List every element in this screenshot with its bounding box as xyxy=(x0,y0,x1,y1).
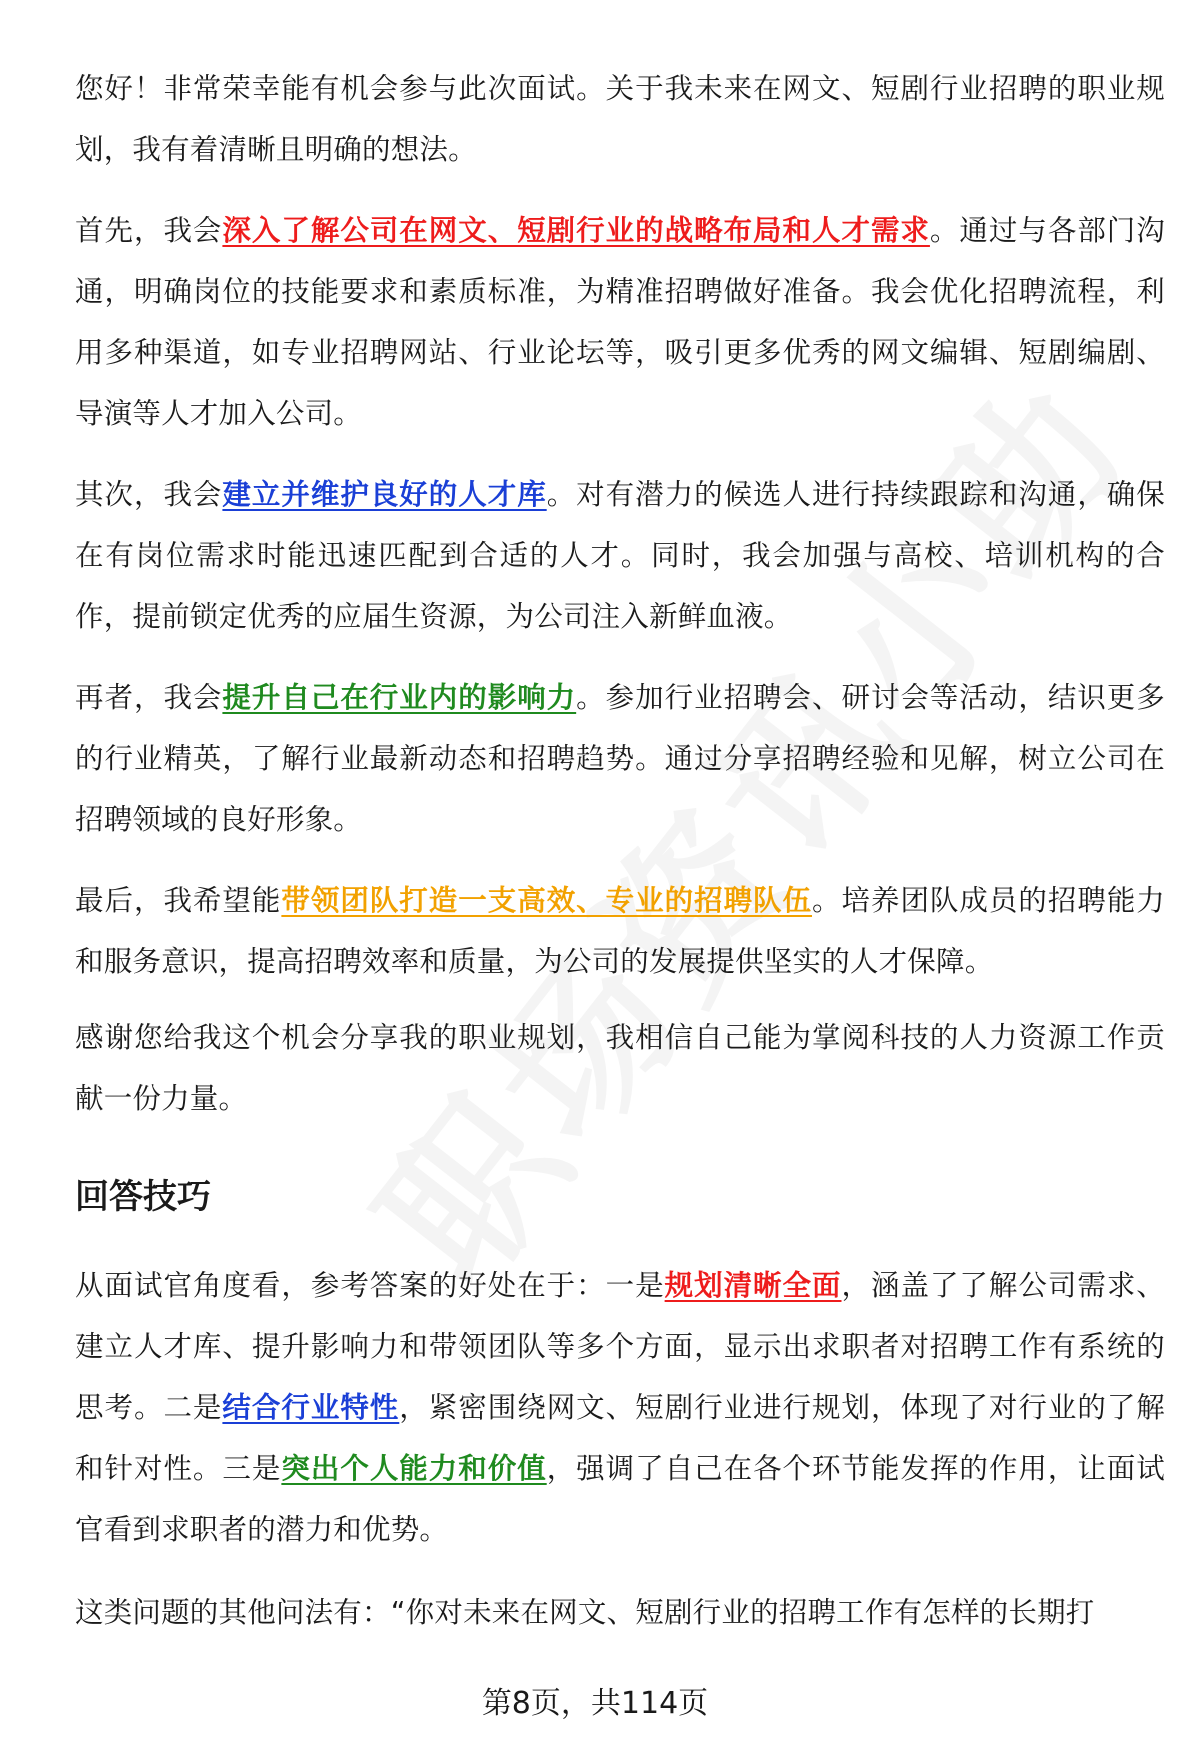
tips-lead: 从面试官角度看，参考答案的好处在于：一是 xyxy=(75,1269,665,1302)
paragraph-fourth xyxy=(75,870,1165,992)
paragraph-first-body: 。通过与各部门沟通，明确岗位的技能要求和素质标准，为精准招聘做好准备。我会优化招聘流程，利用多种渠道，如专业招聘网站、行业论坛等，吸引更多优秀的网文编辑、短剧编剧、导演等人才加入公司。 xyxy=(75,214,1165,430)
paragraph-third-body: 。参加行业招聘会、研讨会等活动，结识更多的行业精英，了解行业最新动态和招聘趋势。通过分享招聘经验和见解，树立公司在招聘领域的良好形象。 xyxy=(75,681,1165,836)
paragraph-closing: 感谢您给我这个机会分享我的职业规划，我相信自己能为掌阅科技的人力资源工作贡献一份力量。 xyxy=(75,1021,1165,1115)
paragraph-third xyxy=(75,667,1165,850)
highlight-clear-plan: 规划清晰全面 xyxy=(664,1269,842,1302)
paragraph-second-body: 。对有潜力的候选人进行持续跟踪和沟通，确保在有岗位需求时能迅速匹配到合适的人才。同时，我会加强与高校、培训机构的合作，提前锁定优秀的应届生资源，为公司注入新鲜血液。 xyxy=(75,478,1165,633)
page-number: 第8页，共114页 xyxy=(481,1686,709,1721)
highlight-team: 带领团队打造一支高效、专业的招聘队伍 xyxy=(281,884,813,917)
paragraph-fourth-body: 。培养团队成员的招聘能力和服务意识，提高招聘效率和质量，为公司的发展提供坚实的人才保障。 xyxy=(75,884,1165,978)
document-body xyxy=(75,58,1165,1643)
section-heading: 回答技巧 xyxy=(75,1177,211,1217)
tips-end: ，强调了自己在各个环节能发挥的作用，让面试官看到求职者的潜力和优势。 xyxy=(75,1452,1166,1546)
highlight-influence: 提升自己在行业内的影响力 xyxy=(222,681,577,714)
tips-mid-2: ，紧密围绕网文、短剧行业进行规划，体现了对行业的了解和针对性。三是 xyxy=(75,1391,1165,1485)
paragraph-second xyxy=(75,464,1165,647)
paragraph-other-questions: 这类问题的其他问法有：“你对未来在网文、短剧行业的招聘工作有怎样的长期打 xyxy=(75,1596,1095,1629)
paragraph-fourth-lead: 最后，我希望能 xyxy=(75,884,282,917)
paragraph-tips xyxy=(75,1255,1165,1560)
tips-mid-1: ，涵盖了了解公司需求、建立人才库、提升影响力和带领团队等多个方面，显示出求职者对招聘工作有系统的思考。二是 xyxy=(75,1269,1166,1424)
paragraph-second-lead: 其次，我会 xyxy=(75,478,223,511)
paragraph-intro: 您好！非常荣幸能有机会参与此次面试。关于我未来在网文、短剧行业招聘的职业规划，我有着清晰且明确的想法。 xyxy=(75,72,1165,166)
paragraph-first-lead: 首先，我会 xyxy=(75,214,223,247)
highlight-talent-pool: 建立并维护良好的人才库 xyxy=(222,478,547,511)
paragraph-third-lead: 再者，我会 xyxy=(75,681,223,714)
highlight-strategy: 深入了解公司在网文、短剧行业的战略布局和人才需求 xyxy=(222,214,930,247)
paragraph-first xyxy=(75,200,1165,444)
highlight-industry: 结合行业特性 xyxy=(222,1391,400,1424)
highlight-ability: 突出个人能力和价值 xyxy=(281,1452,547,1485)
